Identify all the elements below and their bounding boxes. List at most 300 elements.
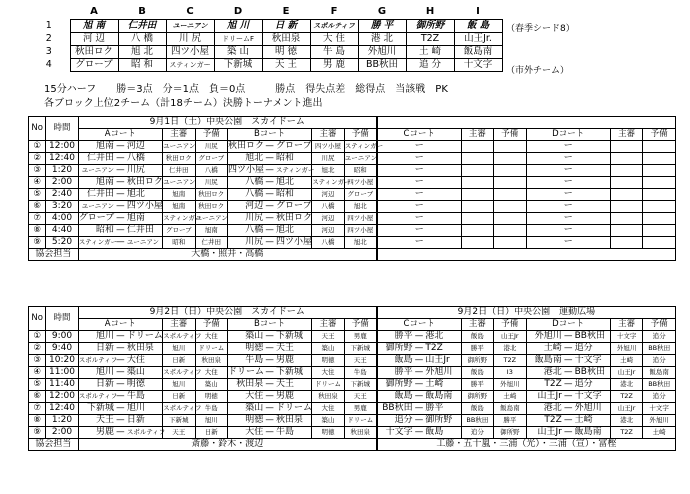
reserve-team: 八橋 — [195, 165, 227, 177]
match-time: 11:40 — [46, 379, 78, 391]
group-team: 日 新 — [262, 19, 310, 32]
group-team: 飯島南 — [454, 45, 502, 58]
home-team: 河辺 — [227, 201, 264, 213]
away-team: 牛島 — [126, 391, 163, 403]
reserve-empty — [643, 237, 676, 249]
away-team: 旭南 — [126, 213, 163, 225]
vs-dash: — — [116, 237, 125, 247]
group-team: 川 尻 — [166, 32, 214, 45]
match-time: 11:00 — [46, 367, 78, 379]
referee-team: グローブ — [163, 225, 195, 237]
court-label: Bコート — [227, 129, 311, 141]
reserve-header: 予備 — [494, 129, 526, 141]
vs-dash: — — [116, 165, 125, 175]
match-number: ⑨ — [29, 237, 46, 249]
home-team: 十文字 — [377, 427, 414, 439]
reserve-empty — [643, 165, 676, 177]
group-team: ユーニアン — [166, 19, 214, 32]
reserve-empty — [494, 177, 526, 189]
vs-dash: — — [414, 403, 424, 413]
group-header-blank — [28, 6, 70, 19]
reserve-empty — [643, 153, 676, 165]
empty-match: ー — [526, 225, 610, 237]
day1-schedule — [28, 116, 676, 261]
away-team: 御所野 — [424, 415, 461, 427]
court-label: Cコート — [377, 129, 461, 141]
referee-team: 旭川 — [163, 379, 195, 391]
referee-empty — [610, 213, 642, 225]
empty-match: ー — [377, 201, 461, 213]
group-letter: C — [186, 6, 194, 18]
reserve-team: 飯島南 — [643, 367, 676, 379]
staff-names: 斎藤・鈴木・渡辺 — [78, 439, 377, 451]
group-team: 四ツ小屋 — [166, 45, 214, 58]
reserve-empty — [494, 225, 526, 237]
empty-match: ー — [377, 177, 461, 189]
referee-empty — [461, 165, 493, 177]
reserve-empty — [494, 165, 526, 177]
home-team: 勝平 — [377, 331, 414, 343]
match-time: 2:00 — [46, 427, 78, 439]
referee-team: 旭南 — [163, 201, 195, 213]
vs-dash: — — [265, 225, 274, 235]
vs-dash: — — [265, 237, 274, 247]
home-team: 勝平 — [377, 367, 414, 379]
group-team: 土 崎 — [406, 45, 454, 58]
home-team: 旭北 — [227, 153, 264, 165]
reserve-team: 四ツ小屋 — [344, 213, 377, 225]
vs-dash: — — [265, 213, 274, 223]
group-team: スポルティフ — [310, 19, 358, 32]
reserve-team: 飯島南 — [494, 403, 526, 415]
empty-match: ー — [377, 189, 461, 201]
away-team: 明徳 — [126, 379, 163, 391]
group-team: 秋田ロク — [70, 45, 118, 58]
home-team: 日新 — [78, 343, 115, 355]
group-team: 旭 川 — [214, 19, 262, 32]
match-row — [29, 141, 676, 153]
match-number: ⑤ — [29, 189, 46, 201]
referee-team: 御所野 — [461, 391, 493, 403]
match-time: 5:20 — [46, 237, 78, 249]
spring-seed-note: （春季シード8） — [506, 24, 575, 34]
home-team: 旭南 — [78, 177, 115, 189]
away-team: BB秋田 — [574, 331, 611, 343]
reserve-team: 川尻 — [195, 141, 227, 153]
vs-dash: — — [265, 201, 274, 211]
vs-dash: — — [563, 331, 573, 341]
referee-team: 勝平 — [461, 379, 493, 391]
reserve-team: 男鹿 — [344, 403, 377, 415]
home-team: スポルティフ — [78, 355, 115, 367]
match-time: 12:40 — [46, 403, 78, 415]
groups-table — [28, 6, 503, 72]
reserve-team: 勝平 — [494, 415, 526, 427]
title-row — [29, 117, 676, 129]
venue-title: 9月1日（土）中央公園 スカイドーム — [78, 117, 377, 129]
match-time: 9:40 — [46, 343, 78, 355]
vs-dash: — — [116, 391, 125, 401]
match-time: 1:20 — [46, 165, 78, 177]
away-team: 昭和 — [275, 189, 312, 201]
reserve-team: 秋田泉 — [195, 355, 227, 367]
group-letter: I — [476, 6, 480, 18]
home-team: 川尻 — [227, 213, 264, 225]
empty-match: ー — [526, 201, 610, 213]
reserve-team: 追分 — [643, 355, 676, 367]
home-team: 飯島 — [377, 391, 414, 403]
venue-title: 9月2日（日）中央公園 スカイドーム — [78, 307, 377, 319]
vs-dash: — — [414, 427, 424, 437]
away-team: 八橋 — [126, 153, 163, 165]
referee-empty — [610, 201, 642, 213]
home-team: 築山 — [227, 403, 264, 415]
away-team: 飯島南 — [574, 427, 611, 439]
vs-dash: — — [563, 367, 573, 377]
match-row — [29, 153, 676, 165]
staff-names: 大橋・照井・高橋 — [78, 249, 377, 261]
reserve-team: 旭北 — [344, 237, 377, 249]
away-team: 秋田ロク — [276, 213, 313, 223]
away-team: 男鹿 — [275, 355, 312, 367]
referee-team: 飯島 — [461, 331, 493, 343]
home-team: 御所野 — [377, 343, 414, 355]
referee-team: 河辺 — [312, 225, 344, 237]
home-team: 秋田ロク — [227, 141, 264, 151]
empty-match: ー — [377, 141, 461, 153]
reserve-empty — [643, 225, 676, 237]
away-team: ドリーム — [276, 403, 313, 413]
referee-team: スポルティフ — [163, 331, 195, 343]
vs-dash: — — [414, 355, 424, 365]
referee-header: 主審 — [461, 129, 493, 141]
away-team: 旭北 — [275, 225, 312, 237]
referee-team: 飯島 — [461, 403, 493, 415]
home-team: 川尻 — [227, 237, 264, 249]
home-team: 旭南 — [78, 141, 115, 153]
vs-dash: — — [265, 415, 274, 425]
away-team: ドリーム — [126, 331, 163, 341]
home-team: 秋田泉 — [227, 379, 264, 391]
referee-team: 大住 — [312, 367, 344, 379]
reserve-empty — [494, 237, 526, 249]
court-header-row — [29, 319, 676, 331]
match-row — [29, 367, 676, 379]
venue-title-empty — [377, 117, 676, 129]
away-team: T2Z — [424, 343, 461, 355]
reserve-team: 日新 — [195, 427, 227, 439]
group-row — [28, 58, 502, 71]
footer-row — [29, 249, 676, 261]
referee-team: 御所野 — [461, 355, 493, 367]
referee-team: 旭南 — [163, 189, 195, 201]
reserve-empty — [494, 141, 526, 153]
referee-empty — [461, 189, 493, 201]
match-row — [29, 343, 676, 355]
away-team: 下新城 — [275, 331, 312, 343]
referee-header: 主審 — [312, 319, 344, 331]
referee-team: 土崎 — [610, 355, 642, 367]
match-number: ⑦ — [29, 213, 46, 225]
venue-title: 9月2日（日）中央公園 運動広場 — [377, 307, 676, 319]
empty-match: ー — [526, 189, 610, 201]
court-label: Cコート — [377, 319, 461, 331]
reserve-team: 牛島 — [344, 367, 377, 379]
referee-team: 築山 — [312, 415, 344, 427]
group-letter-row — [28, 6, 502, 19]
reserve-team: 秋田ロク — [195, 189, 227, 201]
match-number: ⑤ — [29, 379, 46, 391]
away-team: 十文字 — [574, 391, 611, 403]
home-team: 港北 — [526, 403, 563, 415]
match-time: 4:40 — [46, 225, 78, 237]
vs-dash: — — [265, 367, 274, 377]
staff-label: 協会担当 — [29, 249, 79, 261]
group-letter: F — [330, 6, 338, 18]
referee-team: 秋田泉 — [312, 391, 344, 403]
vs-dash: — — [116, 415, 125, 425]
group-team: 勝 平 — [358, 19, 406, 32]
vs-dash: — — [265, 189, 274, 199]
away-team: 飯島 — [424, 427, 461, 439]
away-team: BB秋田 — [574, 367, 611, 379]
home-team: 仁井田 — [78, 189, 115, 201]
group-team: 秋田泉 — [262, 32, 310, 45]
staff-names-empty — [377, 249, 676, 261]
seed-number: 3 — [45, 45, 52, 57]
match-time: 9:00 — [46, 331, 78, 343]
away-team: 川尻 — [126, 165, 163, 177]
match-time: 2:00 — [46, 177, 78, 189]
seed-number: 2 — [45, 32, 52, 44]
home-team: 男鹿 — [78, 427, 115, 439]
vs-dash: — — [265, 391, 274, 401]
referee-team: 港北 — [610, 415, 642, 427]
match-time: 12:00 — [46, 141, 78, 153]
vs-dash: — — [414, 415, 424, 425]
home-team: 旭川 — [78, 331, 115, 343]
reserve-header: 予備 — [494, 319, 526, 331]
referee-team: 勝平 — [461, 343, 493, 355]
reserve-team: T2Z — [494, 355, 526, 367]
vs-dash: — — [265, 355, 274, 365]
empty-match: ー — [377, 165, 461, 177]
reserve-header: 予備 — [344, 319, 377, 331]
group-team: 男 鹿 — [310, 58, 358, 71]
home-team: 外旭川 — [526, 331, 563, 343]
referee-header: 主審 — [163, 319, 195, 331]
reserve-team: 外旭川 — [494, 379, 526, 391]
reserve-team: 天王 — [344, 355, 377, 367]
time-header: 時間 — [46, 307, 78, 331]
vs-dash: — — [265, 153, 274, 163]
vs-dash: — — [563, 355, 573, 365]
referee-team: 港北 — [610, 379, 642, 391]
home-team: 八橋 — [227, 225, 264, 237]
referee-team: T2Z — [610, 427, 642, 439]
referee-team: 外旭川 — [610, 343, 642, 355]
reserve-team: 川尻 — [195, 177, 227, 189]
referee-team: 仁井田 — [163, 165, 195, 177]
referee-empty — [610, 225, 642, 237]
reserve-header: 予備 — [344, 129, 377, 141]
reserve-team: BB秋田 — [643, 343, 676, 355]
away-team: 飯島南 — [424, 391, 461, 403]
referee-team: 下新城 — [163, 415, 195, 427]
match-row — [29, 237, 676, 249]
referee-team: スティンガー — [312, 177, 344, 189]
referee-header: 主審 — [312, 129, 344, 141]
away-team: 追分 — [574, 343, 611, 355]
group-team: 山王Jr. — [454, 32, 502, 45]
referee-team: BB秋田 — [461, 415, 493, 427]
home-team: 飯島南 — [526, 355, 563, 367]
match-row — [29, 355, 676, 367]
referee-empty — [461, 141, 493, 153]
referee-empty — [610, 189, 642, 201]
referee-team: 昭和 — [163, 237, 195, 249]
reserve-empty — [643, 213, 676, 225]
home-team: 下新城 — [78, 403, 115, 415]
group-team: 外旭川 — [358, 45, 406, 58]
home-team: 昭和 — [78, 225, 115, 237]
match-number: ⑧ — [29, 415, 46, 427]
empty-match: ー — [526, 165, 610, 177]
reserve-header: 予備 — [195, 319, 227, 331]
group-letter: H — [425, 6, 435, 18]
referee-team: 河辺 — [312, 213, 344, 225]
home-team: 港北 — [526, 367, 563, 379]
away-team: 昭和 — [275, 153, 312, 165]
away-team: 旭川 — [126, 403, 163, 415]
reserve-team: I3 — [494, 367, 526, 379]
group-letter: E — [282, 6, 290, 18]
away-team: 山王Jr — [424, 355, 461, 367]
reserve-team: 下新城 — [344, 379, 377, 391]
home-team: ユーニアン — [78, 165, 115, 177]
reserve-team: 下新城 — [344, 343, 377, 355]
empty-match: ー — [377, 213, 461, 225]
vs-dash: — — [116, 343, 125, 353]
referee-team: 日新 — [163, 355, 195, 367]
no-header: No — [29, 307, 46, 331]
home-team: 八橋 — [227, 189, 264, 201]
empty-match: ー — [377, 153, 461, 165]
court-label: Bコート — [227, 319, 311, 331]
away-team: 土崎 — [574, 415, 611, 427]
home-team: 大住 — [227, 391, 264, 403]
vs-dash: — — [563, 427, 573, 437]
home-team: 日新 — [78, 379, 115, 391]
group-team: 下新城 — [214, 58, 262, 71]
home-team: 山王Jr — [526, 427, 563, 439]
vs-dash: — — [116, 141, 125, 151]
match-row — [29, 213, 676, 225]
vs-dash: — — [116, 153, 125, 163]
staff-names: 工藤・五十嵐・三浦（光）・三浦（宣）・富樫 — [377, 439, 676, 451]
referee-empty — [461, 237, 493, 249]
vs-dash: — — [563, 391, 573, 401]
reserve-empty — [643, 141, 676, 153]
reserve-team: 大住 — [195, 331, 227, 343]
referee-team: 天王 — [312, 331, 344, 343]
referee-empty — [610, 177, 642, 189]
reserve-header: 予備 — [195, 129, 227, 141]
reserve-team: 昭和 — [344, 165, 377, 177]
reserve-team: 男鹿 — [344, 331, 377, 343]
group-row — [28, 45, 502, 58]
away-team: 日新 — [126, 415, 163, 427]
group-team: 牛 島 — [310, 45, 358, 58]
home-team: 追分 — [377, 415, 414, 427]
reserve-empty — [643, 177, 676, 189]
group-team: 仁井田 — [118, 19, 166, 32]
home-team: 土崎 — [526, 343, 563, 355]
group-team: 八 橋 — [118, 32, 166, 45]
match-time: 10:20 — [46, 355, 78, 367]
home-team: 御所野 — [377, 379, 414, 391]
match-row — [29, 225, 676, 237]
group-team: 港 北 — [358, 32, 406, 45]
match-time: 12:40 — [46, 153, 78, 165]
match-row — [29, 177, 676, 189]
home-team: ユーニアン — [78, 201, 115, 213]
home-team: ドリーム — [227, 367, 264, 377]
group-team: 明 徳 — [262, 45, 310, 58]
group-team: スティンガー — [166, 58, 214, 71]
referee-team: ユーニアン — [163, 177, 195, 189]
away-team: 仁井田 — [126, 225, 163, 237]
group-team: BB秋田 — [358, 58, 406, 71]
reserve-team: ドリーム — [344, 415, 377, 427]
reserve-team: 追分 — [643, 391, 676, 403]
match-row — [29, 403, 676, 415]
home-team: 四ツ小屋 — [227, 165, 264, 175]
referee-team: 川尻 — [312, 153, 344, 165]
home-team: 飯島 — [377, 355, 414, 367]
group-row — [28, 32, 502, 45]
referee-header: 主審 — [163, 129, 195, 141]
reserve-header: 予備 — [643, 319, 676, 331]
reserve-team: 港北 — [494, 343, 526, 355]
referee-team: ドリーム — [312, 379, 344, 391]
match-number: ② — [29, 343, 46, 355]
reserve-team: 天王 — [344, 391, 377, 403]
home-team: スティンガー — [78, 237, 115, 249]
referee-empty — [610, 165, 642, 177]
empty-match: ー — [377, 237, 461, 249]
reserve-team: BB秋田 — [643, 379, 676, 391]
match-time: 12:00 — [46, 391, 78, 403]
reserve-team: 四ツ小屋 — [344, 177, 377, 189]
away-team: 秋田泉 — [126, 343, 163, 355]
home-team: 旭川 — [78, 367, 115, 379]
vs-dash: — — [265, 427, 274, 437]
empty-match: ー — [526, 237, 610, 249]
vs-dash: — — [265, 141, 274, 151]
away-team: 四ツ小屋 — [126, 201, 163, 211]
vs-dash: — — [116, 189, 125, 199]
referee-team: 明徳 — [312, 355, 344, 367]
home-team: BB秋田 — [377, 403, 414, 415]
reserve-team: 明徳 — [195, 391, 227, 403]
court-label: Aコート — [78, 319, 162, 331]
vs-dash: — — [116, 201, 125, 211]
match-row — [29, 415, 676, 427]
vs-dash: — — [116, 403, 125, 413]
away-team: 四ツ小屋 — [276, 237, 313, 247]
match-row — [29, 427, 676, 439]
